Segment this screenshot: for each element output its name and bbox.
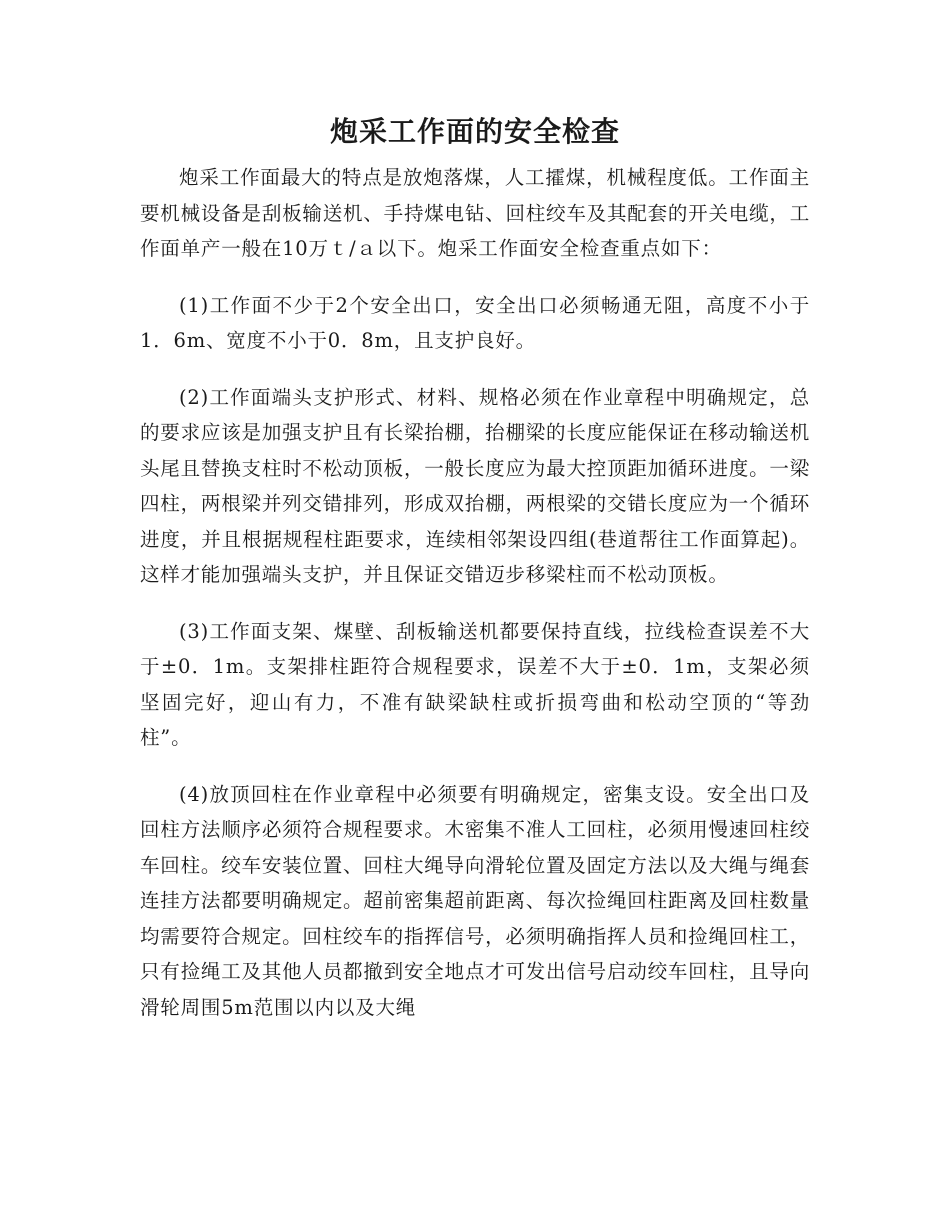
item-3-paragraph: (3)工作面支架、煤壁、刮板输送机都要保持直线，拉线检查误差不大于±0．1m。支架排柱距符合规程要求，误差不大于±0．1m，支架必须坚固完好，迎山有力，不准有缺梁缺柱或折损弯曲和松动空顶的“等劲柱”。 — [140, 619, 810, 749]
item-2-paragraph: (2)工作面端头支护形式、材料、规格必须在作业章程中明确规定，总的要求应该是加强支护且有长梁抬棚，抬棚梁的长度应能保证在移动输送机头尾且替换支柱时不松动顶板，一般长度应为最大控顶距加循环进度。一梁四柱，两根梁并列交错排列，形成双抬棚，两根梁的交错长度应为一个循环进度，并且根据规程柱距要求，连续相邻架设四组(巷道帮往工作面算起)。这样才能加强端头支护，并且保证交错迈步移梁柱而不松动顶板。 — [140, 385, 810, 586]
document-page — [140, 108, 810, 1046]
intro-paragraph: 炮采工作面最大的特点是放炮落煤，人工攉煤，机械程度低。工作面主要机械设备是刮板输送机、手持煤电钻、回柱绞车及其配套的开关电缆，工作面单产一般在10万ｔ/ａ以下。炮采工作面安全检查重点如下： — [140, 166, 810, 260]
item-4-paragraph: (4)放顶回柱在作业章程中必须要有明确规定，密集支设。安全出口及回柱方法顺序必须符合规程要求。木密集不准人工回柱，必须用慢速回柱绞车回柱。绞车安装位置、回柱大绳导向滑轮位置及固定方法以及大绳与绳套连挂方法都要明确规定。超前密集超前距离、每次捡绳回柱距离及回柱数量均需要符合规定。回柱绞车的指挥信号，必须明确指挥人员和捡绳回柱工，只有捡绳工及其他人员都撤到安全地点才可发出信号启动绞车回柱，且导向滑轮周围5m范围以内以及大绳 — [140, 782, 810, 1019]
item-1-paragraph: (1)工作面不少于2个安全出口，安全出口必须畅通无阻，高度不小于1．6m、宽度不小于0．8m，且支护良好。 — [140, 293, 810, 352]
document-title: 炮采工作面的安全检查 — [329, 115, 620, 148]
